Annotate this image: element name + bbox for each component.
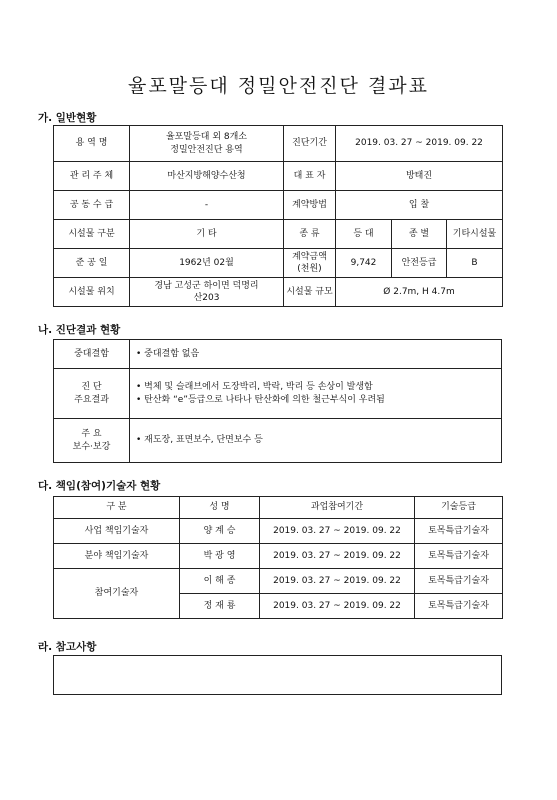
joint-label: 공 동 수 급 <box>54 191 130 220</box>
location-line1: 경남 고성군 하이면 덕명리 <box>154 280 259 291</box>
table-row <box>54 369 502 419</box>
contract-method-label: 계약방법 <box>284 191 336 220</box>
completion-value: 1962년 02월 <box>130 249 284 278</box>
facility-type-value: 기 타 <box>130 220 284 249</box>
contract-amount-label-line1: 계약금액 <box>292 251 327 262</box>
engineer-period: 2019. 03. 27 ~ 2019. 09. 22 <box>260 594 415 619</box>
contract-amount-value: 9,742 <box>336 249 392 278</box>
kind-value: 등 대 <box>336 220 392 249</box>
scale-value: Ø 2.7m, H 4.7m <box>336 278 503 307</box>
location-label: 시설물 위치 <box>54 278 130 307</box>
table-row <box>54 162 503 191</box>
section-diagnosis-heading: 나. 진단결과 현황 <box>38 324 121 336</box>
engineer-role: 사업 책임기술자 <box>54 519 180 544</box>
engineer-name: 이 해 종 <box>180 569 260 594</box>
period-value: 2019. 03. 27 ~ 2019. 09. 22 <box>336 126 503 162</box>
engineer-grade: 토목특급기술자 <box>415 594 503 619</box>
general-info-table <box>53 125 503 307</box>
header-period: 과업참여기간 <box>260 497 415 519</box>
table-row <box>54 340 502 369</box>
service-name-line2: 정밀안전진단 용역 <box>170 144 243 155</box>
class-label: 종 별 <box>392 220 447 249</box>
manager-value: 마산지방해양수산청 <box>130 162 284 191</box>
engineer-name: 정 재 룡 <box>180 594 260 619</box>
safety-grade-label: 안전등급 <box>392 249 447 278</box>
result-line2: • 탄산화 “e”등급으로 나타나 탄산화에 의한 철근부식이 우려됨 <box>136 394 385 405</box>
table-row <box>54 519 503 544</box>
result-label <box>54 369 130 419</box>
repair-label <box>54 419 130 463</box>
engineers-table <box>53 496 503 619</box>
location-value <box>130 278 284 307</box>
ceo-value: 방태진 <box>336 162 503 191</box>
contract-amount-label <box>284 249 336 278</box>
contract-method-value: 입 찰 <box>336 191 503 220</box>
table-row <box>54 278 503 307</box>
kind-label: 종 류 <box>284 220 336 249</box>
header-name: 성 명 <box>180 497 260 519</box>
facility-type-label: 시설물 구분 <box>54 220 130 249</box>
engineer-role: 분야 책임기술자 <box>54 544 180 569</box>
diagnosis-table <box>53 339 502 463</box>
table-row <box>54 249 503 278</box>
result-label-line1: 진 단 <box>81 382 102 393</box>
repair-value: • 재도장, 표면보수, 단면보수 등 <box>130 419 502 463</box>
scale-label: 시설물 규모 <box>284 278 336 307</box>
class-value: 기타시설물 <box>447 220 503 249</box>
period-label: 진단기간 <box>284 126 336 162</box>
header-grade: 기술등급 <box>415 497 503 519</box>
repair-label-line2: 보수·보강 <box>72 441 111 452</box>
engineer-period: 2019. 03. 27 ~ 2019. 09. 22 <box>260 544 415 569</box>
engineer-role: 참여기술자 <box>54 569 180 619</box>
joint-value: - <box>130 191 284 220</box>
engineer-period: 2019. 03. 27 ~ 2019. 09. 22 <box>260 519 415 544</box>
completion-label: 준 공 일 <box>54 249 130 278</box>
engineer-grade: 토목특급기술자 <box>415 519 503 544</box>
service-name-label: 용 역 명 <box>54 126 130 162</box>
engineer-period: 2019. 03. 27 ~ 2019. 09. 22 <box>260 569 415 594</box>
header-role: 구 분 <box>54 497 180 519</box>
table-row <box>54 419 502 463</box>
repair-label-line1: 주 요 <box>81 429 102 440</box>
remarks-box <box>53 655 502 695</box>
major-defect-label: 중대결함 <box>54 340 130 369</box>
result-label-line2: 주요결과 <box>74 394 109 405</box>
table-row <box>54 544 503 569</box>
major-defect-value: • 중대결함 없음 <box>130 340 502 369</box>
table-row <box>54 569 503 594</box>
result-line1: • 벽체 및 슬래브에서 도장박리, 박락, 박리 등 손상이 발생함 <box>136 382 373 393</box>
section-engineers-heading: 다. 책임(참여)기술자 현황 <box>38 480 161 492</box>
table-row <box>54 191 503 220</box>
table-header-row <box>54 497 503 519</box>
table-row <box>54 220 503 249</box>
engineer-name: 박 광 영 <box>180 544 260 569</box>
service-name-line1: 율포말등대 외 8개소 <box>165 132 247 143</box>
service-name-value <box>130 126 284 162</box>
result-value <box>130 369 502 419</box>
engineer-grade: 토목특급기술자 <box>415 569 503 594</box>
ceo-label: 대 표 자 <box>284 162 336 191</box>
table-row <box>54 126 503 162</box>
safety-grade-value: B <box>447 249 503 278</box>
location-line2: 산203 <box>193 293 220 303</box>
engineer-name: 양 계 승 <box>180 519 260 544</box>
section-remarks-heading: 라. 참고사항 <box>38 641 97 653</box>
contract-amount-label-line2: (천원) <box>297 264 322 274</box>
manager-label: 관 리 주 체 <box>54 162 130 191</box>
engineer-grade: 토목특급기술자 <box>415 544 503 569</box>
page-title: 율포말등대 정밀안전진단 결과표 <box>127 75 430 97</box>
section-general-heading: 가. 일반현황 <box>38 112 97 124</box>
